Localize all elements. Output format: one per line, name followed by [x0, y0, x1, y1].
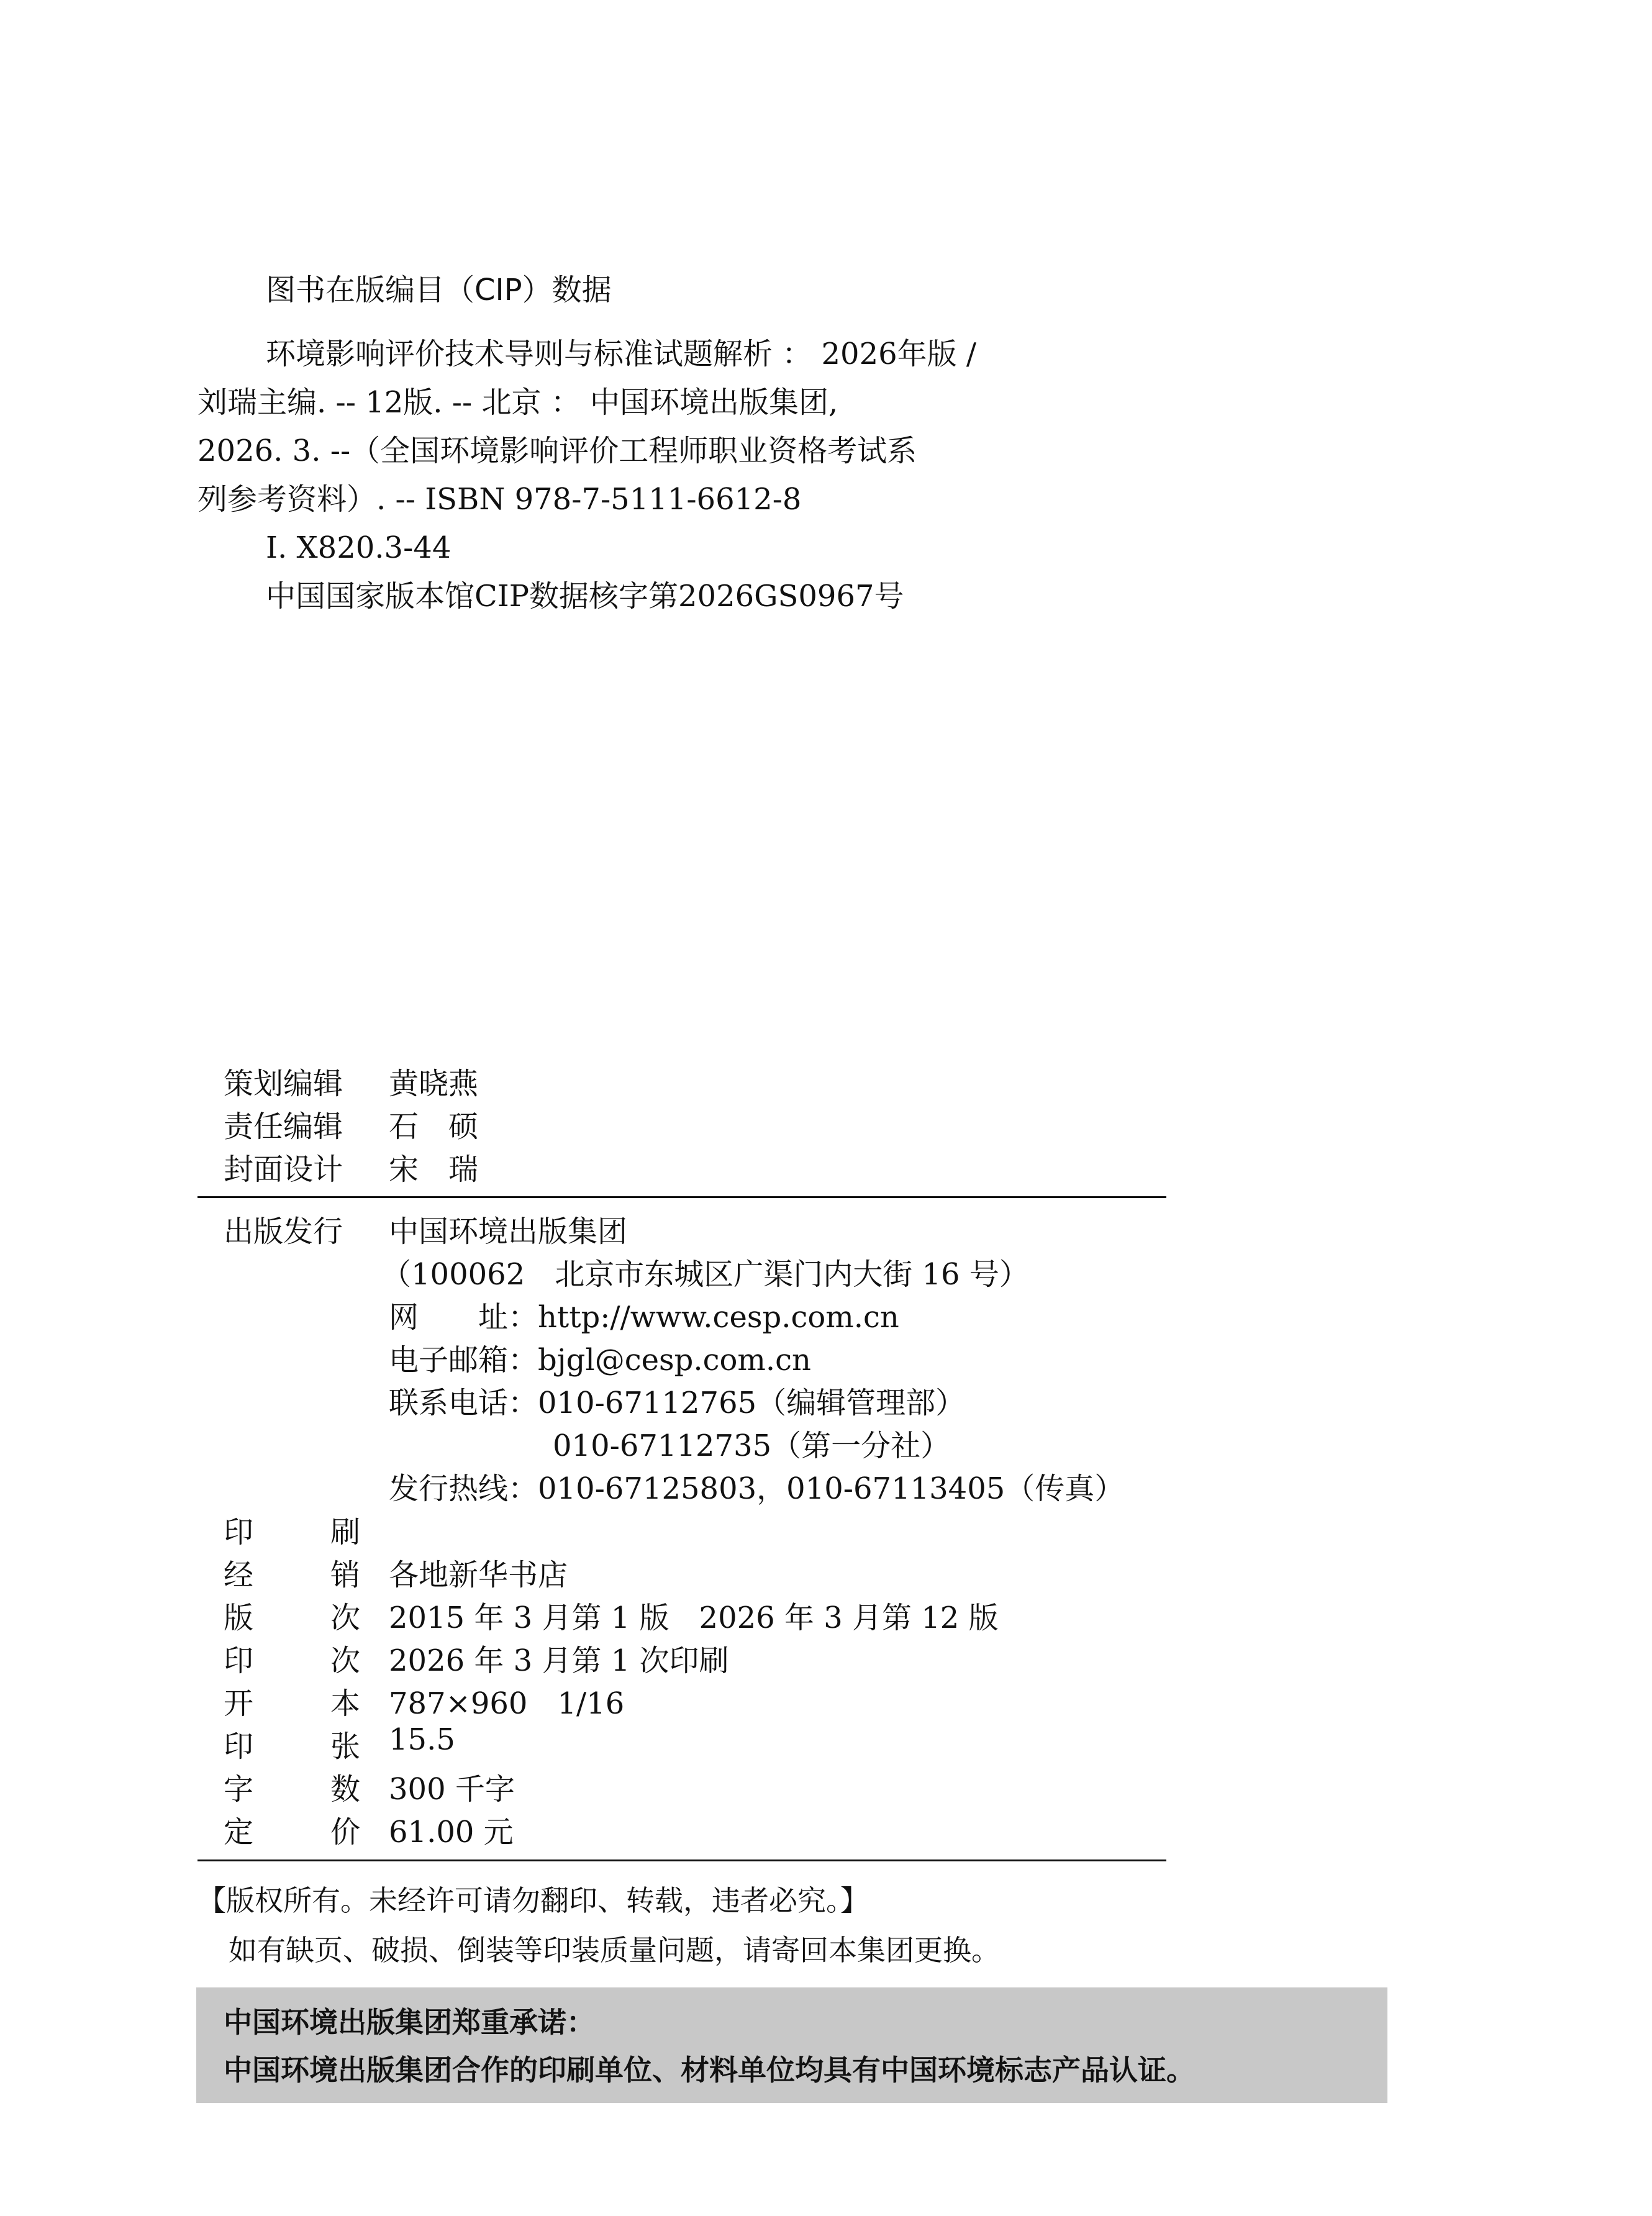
- spec-value-word-count: 300 千字: [389, 1772, 515, 1807]
- cip-line-1: 环境影响评价技术导则与标准试题解析 ： 2026年版 /: [266, 337, 977, 371]
- copyright-notice: 【版权所有。未经许可请勿翻印、转载，违者必究。】: [197, 1884, 869, 1917]
- spec-value-format: 787×960 1/16: [389, 1686, 625, 1721]
- staff-value-responsible-editor: 石 硕: [389, 1109, 479, 1144]
- publisher-address: （100062 北京市东城区广渠门内大街 16 号）: [381, 1257, 1029, 1292]
- pledge-title: 中国环境出版集团郑重承诺：: [224, 2005, 595, 2039]
- spec-label-price: 定 价: [224, 1815, 360, 1850]
- spec-label-format: 开 本: [224, 1686, 360, 1721]
- divider-bottom: [197, 1860, 1166, 1861]
- spec-value-distribution: 各地新华书店: [389, 1558, 568, 1592]
- staff-label-cover-design: 封面设计: [224, 1152, 343, 1187]
- staff-value-cover-design: 宋 瑞: [389, 1152, 479, 1187]
- cip-classification: Ⅰ. X820.3-44: [266, 530, 452, 565]
- publisher-phone-2: 010-67112735（第一分社）: [553, 1428, 951, 1463]
- cip-line-3: 2026. 3. --（全国环境影响评价工程师职业资格考试系: [197, 434, 917, 468]
- cip-record-number: 中国国家版本馆CIP数据核字第2026GS0967号: [266, 579, 904, 614]
- staff-label-responsible-editor: 责任编辑: [224, 1109, 343, 1144]
- staff-value-planning-editor: 黄晓燕: [389, 1066, 479, 1101]
- publisher-website: 网 址：http://www.cesp.com.cn: [389, 1300, 899, 1335]
- spec-label-impression: 印 次: [224, 1643, 360, 1678]
- spec-value-impression: 2026 年 3 月第 1 次印刷: [389, 1643, 729, 1678]
- spec-label-distribution: 经 销: [224, 1558, 360, 1592]
- spec-value-price: 61.00 元: [389, 1815, 514, 1850]
- publisher-name: 中国环境出版集团: [389, 1214, 628, 1249]
- spec-label-edition: 版 次: [224, 1601, 360, 1635]
- cip-line-4: 列参考资料）. -- ISBN 978-7-5111-6612-8: [197, 482, 802, 517]
- pledge-text: 中国环境出版集团合作的印刷单位、材料单位均具有中国环境标志产品认证。: [224, 2053, 1195, 2087]
- replacement-notice: 如有缺页、破损、倒装等印装质量问题，请寄回本集团更换。: [229, 1933, 1000, 1967]
- cip-line-2: 刘瑞主编. -- 12版. -- 北京 ： 中国环境出版集团,: [197, 385, 838, 420]
- divider-top: [197, 1196, 1166, 1198]
- spec-label-sheets: 印 张: [224, 1729, 360, 1764]
- cip-heading: 图书在版编目（CIP）数据: [266, 273, 612, 307]
- spec-value-sheets: 15.5: [389, 1722, 455, 1757]
- publisher-hotline: 发行热线：010-67125803，010-67113405（传真）: [389, 1471, 1125, 1506]
- spec-label-word-count: 字 数: [224, 1772, 360, 1807]
- publisher-email: 电子邮箱：bjgl@cesp.com.cn: [389, 1343, 811, 1378]
- spec-label-printing: 印 刷: [224, 1515, 360, 1550]
- publisher-phone-1: 联系电话：010-67112765（编辑管理部）: [389, 1386, 966, 1420]
- publisher-label: 出版发行: [224, 1214, 343, 1249]
- spec-value-edition: 2015 年 3 月第 1 版 2026 年 3 月第 12 版: [389, 1601, 999, 1635]
- staff-label-planning-editor: 策划编辑: [224, 1066, 343, 1101]
